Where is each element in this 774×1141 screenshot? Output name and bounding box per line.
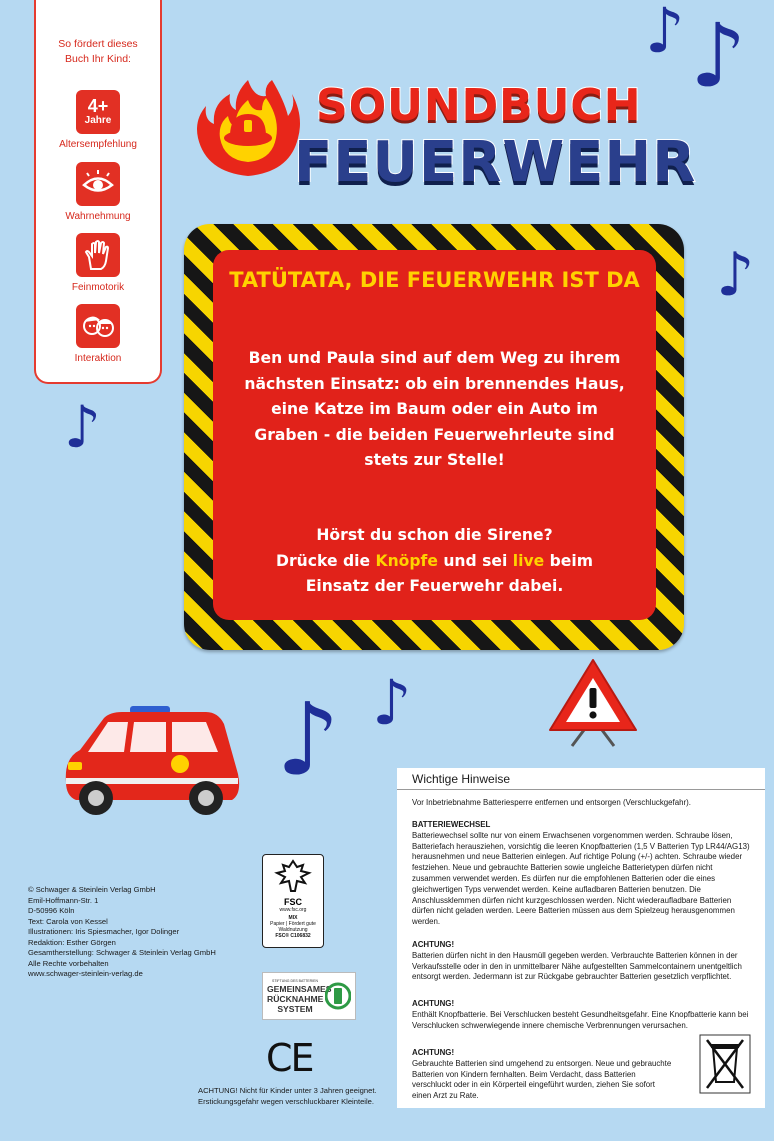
panel-heading: TATÜTATA, DIE FEUERWEHR IST DA — [229, 268, 640, 292]
cta-highlight: live — [512, 551, 545, 570]
cta-text: Drücke die — [276, 551, 376, 570]
section-text: Batteriewechsel sollte nur von einem Erwachsenen vorgenommen werden. Schraube lösen, Batteriefach herausziehen, vorsichtig die leeren Knopfbatterien (1,5 V Batterien Typ LR44/AG13) herausnehmen und neue Batterien einlegen. Auf richtige Polung (+/-) achten. Schraube wieder festziehen. Neue und gebrauchte Batterien sowie ungleiche Batterietypen dürfen nicht zusammen verwendet werden. Es dürfen nur die empfohlenen Batterien oder die eines gleichwertigen Typs verwendet werden. Keine aufladbaren Batterien benutzen. Die Anschlussklemmen dürfen nicht kurzgeschlossen werden. Nicht wiederaufladbare Batterien dürfen nicht geladen werden. Leere Batterien müssen aus dem Spielzeug herausgenommen werden. — [412, 830, 750, 927]
imprint-line: D-50996 Köln — [28, 906, 75, 915]
warning-section-1 — [412, 940, 752, 983]
age-unit: Jahre — [84, 115, 112, 126]
panel-body-line: stets zur Stelle! — [364, 451, 505, 469]
section-heading: ACHTUNG! — [412, 940, 455, 949]
panel-body-line: Graben - die beiden Feuerwehrleute sind — [254, 425, 615, 444]
important-notes-box — [397, 768, 765, 1108]
age-badge-icon — [76, 90, 120, 134]
sidebar-item-age — [36, 90, 160, 150]
sidebar-item-perception — [36, 162, 160, 222]
warning-section-2 — [412, 999, 752, 1031]
fsc-mix: MIX — [288, 915, 298, 921]
notes-title: Wichtige Hinweise — [397, 768, 765, 790]
title-line-1: SOUNDBUCH — [316, 80, 642, 131]
imprint-line: Text: Carola von Kessel — [28, 916, 108, 926]
fsc-code: FSC® C106832 — [275, 933, 311, 939]
hand-icon — [76, 233, 120, 277]
section-heading: ACHTUNG! — [412, 999, 455, 1008]
cta-highlight: Knöpfe — [375, 551, 438, 570]
fsc-tree-icon — [273, 859, 313, 893]
warning-line: ACHTUNG! Nicht für Kinder unter 3 Jahren geeignet. — [198, 1086, 377, 1095]
panel-call-to-action — [230, 523, 639, 600]
sidebar-intro-line: Buch Ihr Kind: — [65, 53, 131, 65]
panel-body-line: eine Katze im Baum oder ein Auto im — [271, 400, 598, 418]
notes-intro: Vor Inbetriebnahme Batteriesperre entfernen und entsorgen (Verschluckgefahr). — [412, 798, 691, 807]
sidebar-item-label: Feinmotorik — [71, 282, 125, 293]
sidebar-item-interaction — [36, 304, 160, 364]
music-note-icon: ♪ — [276, 681, 340, 798]
music-note-icon: ♪ — [64, 393, 102, 461]
sidebar-item-fine-motor — [36, 233, 160, 293]
title-line-2: FEUERWEHR — [294, 130, 697, 195]
grs-battery-logo — [262, 972, 356, 1020]
recycle-battery-icon — [325, 979, 351, 1013]
section-text: Enthält Knopfbatterie. Bei Verschlucken besteht Gesundheitsgefahr. Eine Knopfbatterie kann bei Verschlucken schwerwiegende innere chemische Verbrennungen verursachen. — [412, 1009, 749, 1030]
section-heading: BATTERIEWECHSEL — [412, 820, 491, 829]
imprint-line: Gesamtherstellung: Schwager & Steinlein Verlag GmbH — [28, 948, 216, 957]
grs-line: GEMEINSAMES — [267, 984, 332, 994]
ce-mark: CE — [266, 1036, 313, 1080]
fire-car-illustration — [56, 704, 246, 826]
battery-change-section — [412, 820, 752, 928]
imprint-line: Redaktion: Esther Görgen — [28, 937, 116, 947]
sidebar-item-label: Altersempfehlung — [59, 139, 137, 150]
panel-body-line: Ben und Paula sind auf dem Weg zu ihrem — [248, 349, 621, 367]
panel-body-line: nächsten Einsatz: ob ein brennendes Haus, — [244, 374, 625, 393]
cta-text: und sei — [437, 551, 513, 570]
sidebar-item-label: Wahrnehmung — [65, 211, 131, 222]
imprint-line: Emil-Hoffmann-Str. 1 — [28, 895, 99, 905]
grs-small: STIFTUNG DES BATTERIEN — [271, 979, 319, 983]
panel-body — [230, 346, 639, 474]
children-faces-icon — [76, 304, 120, 348]
sidebar-item-label: Interaktion — [74, 353, 122, 364]
section-text: Batterien dürfen nicht in den Hausmüll gegeben werden. Verbrauchte Batterien können in der Verkaufsstelle oder in den in unmittelbarer Nähe aufgestellten Sammelcontainern unentgeltlich entsorgt werden. Jedermann ist zur Rückgabe gebrauchter Batterien gesetzlich verpflichtet. — [412, 950, 742, 982]
warning-triangle-icon — [548, 656, 638, 748]
grs-line: SYSTEM — [277, 1004, 313, 1014]
music-note-icon: ♪ — [716, 240, 755, 310]
age-value: 4+ — [87, 96, 109, 116]
cta-text: beim — [544, 551, 593, 570]
fsc-site: www.fsc.org — [279, 907, 307, 913]
choking-warning — [198, 1086, 377, 1107]
flame-helmet-logo — [192, 76, 304, 180]
section-heading: ACHTUNG! — [412, 1048, 455, 1057]
sidebar-intro-line: So fördert dieses — [58, 38, 138, 50]
fsc-desc: Papier | Fördert gute Waldnutzung — [270, 921, 316, 933]
section-text: Gebrauchte Batterien sind umgehend zu entsorgen. Neue und gebrauchte Batterien von Kindern fernhalten. Beim Verdacht, dass Batterien verschluckt oder in ein Körperteil eingeführt wurden, ziehen Sie sofort einen Arzt zu Rate. — [412, 1058, 672, 1101]
imprint-line: © Schwager & Steinlein Verlag GmbH — [28, 885, 156, 894]
fsc-label — [262, 854, 324, 948]
cta-line — [230, 549, 639, 575]
cta-line: Einsatz der Feuerwehr dabei. — [305, 577, 564, 595]
warning-line: Erstickungsgefahr wegen verschluckbarer Kleinteile. — [198, 1096, 375, 1106]
eye-icon — [76, 162, 120, 206]
fsc-brand: FSC — [284, 897, 302, 907]
imprint — [28, 885, 216, 980]
imprint-line: Illustrationen: Iris Spiesmacher, Igor Dolinger — [28, 927, 180, 936]
grs-line: RÜCKNAHME — [267, 994, 324, 1004]
music-note-icon: ♪ — [690, 4, 747, 107]
warning-section-3 — [412, 1048, 674, 1102]
cta-line: Hörst du schon die Sirene? — [316, 526, 553, 544]
crossed-bin-icon — [699, 1034, 751, 1094]
imprint-link[interactable]: www.schwager-steinlein-verlag.de — [28, 969, 143, 978]
development-sidebar — [34, 0, 162, 384]
grs-text — [267, 979, 332, 1014]
music-note-icon: ♪ — [372, 666, 412, 739]
music-note-icon: ♪ — [645, 0, 685, 67]
imprint-line: Alle Rechte vorbehalten — [28, 958, 109, 968]
sidebar-intro — [36, 37, 160, 67]
